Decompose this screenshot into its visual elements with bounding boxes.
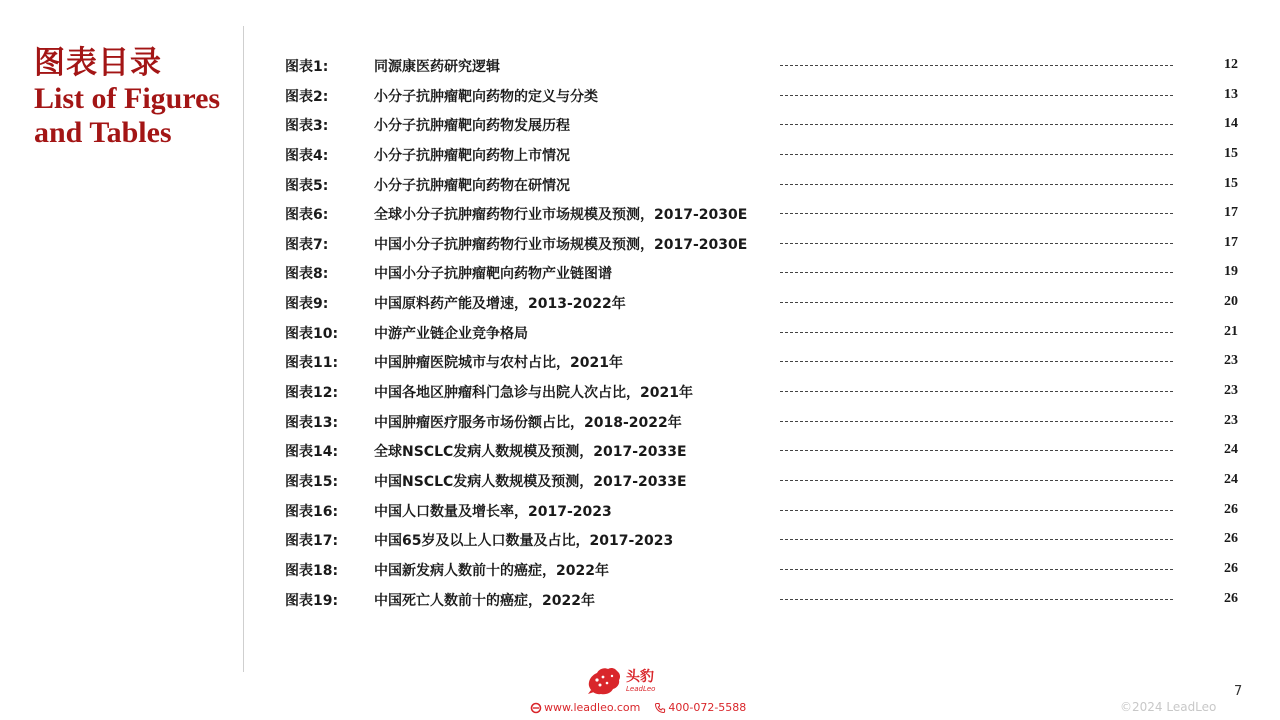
toc-figure-label: 图表15: <box>285 473 339 490</box>
toc-figure-label: 图表16: <box>285 503 339 520</box>
toc-figure-label: 图表7: <box>285 236 329 253</box>
toc-figure-title[interactable]: 中国新发病人数前十的癌症，2022年 <box>374 562 609 579</box>
toc-row[interactable] <box>285 169 1245 199</box>
toc-page-number: 24 <box>1224 471 1238 487</box>
toc-figure-title[interactable]: 中游产业链企业竞争格局 <box>374 325 528 342</box>
toc-page-number: 23 <box>1224 412 1238 428</box>
toc-figure-label: 图表19: <box>285 592 339 609</box>
toc-row[interactable] <box>285 198 1245 228</box>
toc-leader-line <box>780 599 1173 600</box>
toc-leader-line <box>780 154 1173 155</box>
toc-row[interactable] <box>285 524 1245 554</box>
toc-leader-line <box>780 213 1173 214</box>
toc-page-number: 15 <box>1224 175 1238 191</box>
toc-page-number: 17 <box>1224 234 1238 250</box>
toc-row[interactable] <box>285 554 1245 584</box>
toc-figure-label: 图表13: <box>285 414 339 431</box>
toc-page-number: 26 <box>1224 531 1238 547</box>
toc-figure-label: 图表8: <box>285 266 329 283</box>
toc-page-number: 20 <box>1224 294 1238 310</box>
toc-leader-line <box>780 569 1173 570</box>
toc-figure-title[interactable]: 中国死亡人数前十的癌症，2022年 <box>374 592 595 609</box>
toc-row[interactable] <box>285 376 1245 406</box>
toc-figure-title[interactable]: 同源康医药研究逻辑 <box>374 59 500 75</box>
toc-leader-line <box>780 539 1173 540</box>
phone-icon <box>654 702 666 714</box>
toc-page-number: 26 <box>1224 560 1238 576</box>
web-icon <box>530 702 542 714</box>
toc-row[interactable] <box>285 495 1245 525</box>
toc-figure-label: 图表17: <box>285 533 339 550</box>
toc-row[interactable] <box>285 317 1245 347</box>
phone-number[interactable]: 400-072-5588 <box>668 701 747 714</box>
toc-figure-title[interactable]: 中国NSCLC发病人数规模及预测，2017-2033E <box>374 473 687 490</box>
toc-row[interactable] <box>285 346 1245 376</box>
toc-page-number: 26 <box>1224 501 1238 517</box>
toc-page-number: 13 <box>1224 86 1238 102</box>
toc-figure-title[interactable]: 全球小分子抗肿瘤药物行业市场规模及预测，2017-2030E <box>374 207 748 224</box>
logo-english-text: LeadLeo <box>626 684 656 693</box>
toc-row[interactable] <box>285 435 1245 465</box>
toc-row[interactable] <box>285 287 1245 317</box>
toc-figure-title[interactable]: 小分子抗肿瘤靶向药物的定义与分类 <box>374 88 598 105</box>
toc-row[interactable] <box>285 228 1245 258</box>
toc-page-number: 15 <box>1224 145 1238 161</box>
toc-figure-label: 图表10: <box>285 325 339 342</box>
website-link[interactable]: www.leadleo.com <box>544 701 641 714</box>
toc-figure-label: 图表6: <box>285 207 329 224</box>
toc-row[interactable] <box>285 139 1245 169</box>
toc-figure-title[interactable]: 中国小分子抗肿瘤药物行业市场规模及预测，2017-2030E <box>374 236 748 253</box>
title-english-line-2: and Tables <box>34 116 172 149</box>
toc-figure-label: 图表11: <box>285 355 339 372</box>
toc-row[interactable] <box>285 109 1245 139</box>
toc-figure-title[interactable]: 中国原料药产能及增速，2013-2022年 <box>374 296 626 313</box>
title-english-line-1: List of Figures <box>34 82 221 115</box>
toc-leader-line <box>780 95 1173 96</box>
table-of-figures <box>285 50 1245 613</box>
toc-figure-title[interactable]: 小分子抗肿瘤靶向药物发展历程 <box>374 118 570 135</box>
toc-leader-line <box>780 450 1173 451</box>
page-heading <box>34 44 244 150</box>
toc-leader-line <box>780 421 1173 422</box>
toc-row[interactable] <box>285 80 1245 110</box>
page-number: 7 <box>1234 684 1243 699</box>
toc-leader-line <box>780 124 1173 125</box>
toc-figure-label: 图表2: <box>285 88 329 105</box>
toc-figure-label: 图表4: <box>285 147 329 164</box>
toc-figure-title[interactable]: 中国肿瘤医院城市与农村占比，2021年 <box>374 355 623 372</box>
toc-figure-title[interactable]: 全球NSCLC发病人数规模及预测，2017-2033E <box>374 444 687 461</box>
toc-row[interactable] <box>285 50 1245 80</box>
contact-info <box>530 701 746 714</box>
toc-row[interactable] <box>285 406 1245 436</box>
toc-leader-line <box>780 332 1173 333</box>
toc-leader-line <box>780 510 1173 511</box>
toc-figure-label: 图表3: <box>285 118 329 135</box>
toc-figure-title[interactable]: 小分子抗肿瘤靶向药物上市情况 <box>374 147 570 164</box>
toc-leader-line <box>780 184 1173 185</box>
toc-figure-title[interactable]: 中国小分子抗肿瘤靶向药物产业链图谱 <box>374 266 612 283</box>
toc-figure-title[interactable]: 小分子抗肿瘤靶向药物在研情况 <box>374 177 570 194</box>
toc-page-number: 19 <box>1224 264 1238 280</box>
toc-row[interactable] <box>285 584 1245 614</box>
toc-page-number: 21 <box>1224 323 1238 339</box>
toc-figure-title[interactable]: 中国肿瘤医疗服务市场份额占比，2018-2022年 <box>374 414 682 431</box>
toc-leader-line <box>780 65 1173 66</box>
leadleo-logo[interactable] <box>586 666 655 696</box>
toc-figure-label: 图表5: <box>285 177 329 194</box>
toc-leader-line <box>780 361 1173 362</box>
toc-figure-title[interactable]: 中国65岁及以上人口数量及占比，2017-2023 <box>374 533 674 550</box>
toc-row[interactable] <box>285 465 1245 495</box>
toc-figure-label: 图表14: <box>285 444 339 461</box>
toc-figure-title[interactable]: 中国各地区肿瘤科门急诊与出院人次占比，2021年 <box>374 385 693 402</box>
logo-chinese-text: 头豹 <box>626 668 654 685</box>
toc-figure-title[interactable]: 中国人口数量及增长率，2017-2023 <box>374 503 612 520</box>
toc-page-number: 12 <box>1224 57 1238 72</box>
toc-figure-label: 图表1: <box>285 59 329 75</box>
toc-page-number: 26 <box>1224 590 1238 606</box>
toc-leader-line <box>780 391 1173 392</box>
toc-page-number: 14 <box>1224 116 1238 132</box>
title-chinese: 图表目录 <box>34 45 162 81</box>
toc-figure-label: 图表12: <box>285 385 339 402</box>
toc-row[interactable] <box>285 257 1245 287</box>
toc-page-number: 23 <box>1224 383 1238 399</box>
toc-page-number: 24 <box>1224 442 1238 458</box>
vertical-divider <box>243 26 244 672</box>
toc-figure-label: 图表9: <box>285 296 329 313</box>
toc-leader-line <box>780 480 1173 481</box>
toc-leader-line <box>780 272 1173 273</box>
leopard-logo-icon <box>586 666 622 696</box>
copyright: ©2024 LeadLeo <box>1120 700 1217 714</box>
toc-leader-line <box>780 302 1173 303</box>
toc-page-number: 23 <box>1224 353 1238 369</box>
toc-figure-label: 图表18: <box>285 562 339 579</box>
footer <box>0 662 1280 720</box>
toc-page-number: 17 <box>1224 205 1238 221</box>
toc-leader-line <box>780 243 1173 244</box>
